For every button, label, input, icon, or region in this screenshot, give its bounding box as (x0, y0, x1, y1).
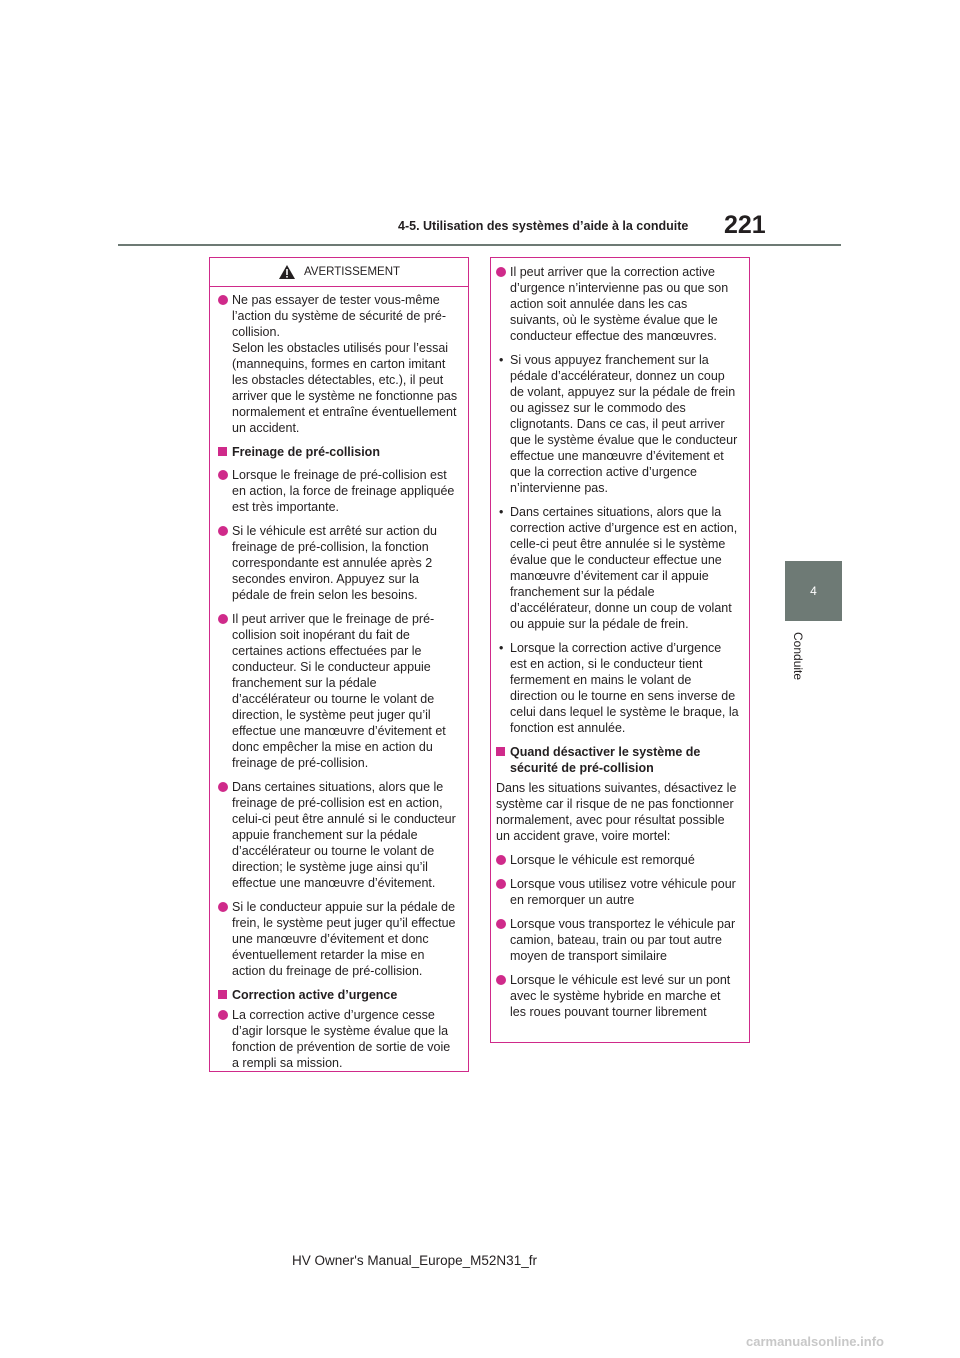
bullet-square-icon (218, 990, 227, 999)
warning-title: AVERTISSEMENT (303, 266, 401, 278)
bullet-dot-icon (496, 855, 506, 865)
bullet-dot-icon (218, 470, 228, 480)
watermark: carmanualsonline.info (746, 1334, 884, 1349)
page-number: 221 (724, 211, 766, 239)
bullet-dot-icon (496, 879, 506, 889)
bullet-dot-icon (496, 919, 506, 929)
dash-item (496, 640, 739, 736)
dash-item (496, 504, 739, 632)
section-freinage-title (218, 444, 458, 460)
bullet-dash-icon: • (499, 505, 504, 519)
section-title-text: Quand désactiver le système de sécurité de pré-collision (510, 745, 701, 775)
section-title-text: Correction active d’urgence (232, 988, 398, 1002)
section-correction-title (218, 987, 458, 1003)
dash-item-text: Si vous appuyez franchement sur la pédale d’accélérateur, donnez un coup de volant, appuyez sur la pédale de frein ou agissez sur le commodo des clignotants. Dans ce cas, il peut arriver que le système évalue que le conducteur effectue une manœuvre d’évitement et que la correction active d’urgence n’intervienne pas. (510, 353, 738, 495)
bullet-dot-icon (218, 902, 228, 912)
bullet-dot-icon (218, 526, 228, 536)
list-item (218, 1007, 458, 1071)
list-item (496, 852, 739, 868)
bullet-dot-icon (496, 267, 506, 277)
bullet-dot-icon (496, 975, 506, 985)
list-item-text: Lorsque vous transportez le véhicule par camion, bateau, train ou par tout autre moyen de transport similaire (510, 917, 736, 963)
chapter-label: Conduite (791, 632, 805, 681)
section-header: 4-5. Utilisation des systèmes d’aide à la conduite (398, 219, 689, 233)
list-item (496, 916, 739, 964)
section-disable-title (496, 744, 739, 776)
list-item-text: Il peut arriver que le freinage de pré-collision soit inopérant du fait de certaines actions effectuées par le conducteur. Si le conducteur appuie franchement sur la pédale d’accélérateur ou tourne le volant de direction, le système peut juger qu’il effectue une manœuvre d’évitement et donc empêcher la mise en action du freinage de pré-collision. (232, 612, 446, 770)
list-item (218, 899, 458, 979)
list-item (218, 467, 458, 515)
list-item (496, 264, 739, 344)
warning-box (209, 257, 469, 1072)
list-item-text: Il peut arriver que la correction active d’urgence n’intervienne pas ou que son action soit annulée dans les cas suivants, où le système évalue que le conducteur effectue des manœuvres. (510, 265, 729, 343)
section-title-text: Freinage de pré-collision (232, 445, 380, 459)
list-item-text: La correction active d’urgence cesse d’agir lorsque le système évalue que la fonction de prévention de sortie de voie a rempli sa mission. (232, 1008, 451, 1070)
bullet-square-icon (496, 747, 505, 756)
warning-item (218, 292, 458, 436)
list-item (496, 876, 739, 908)
warning-triangle-icon (278, 264, 296, 280)
dash-item (496, 352, 739, 496)
bullet-dot-icon (218, 614, 228, 624)
list-item-text: Lorsque le freinage de pré-collision est en action, la force de freinage appliquée est très importante. (232, 468, 455, 514)
section-paragraph: Dans les situations suivantes, désactivez le système car il risque de ne pas fonctionner normalement, avec pour résultat possible un accident grave, voire mortel: (496, 781, 737, 843)
bullet-dot-icon (218, 295, 228, 305)
list-item (218, 523, 458, 603)
warning-header (210, 258, 468, 287)
bullet-dash-icon: • (499, 641, 504, 655)
list-item-text: Dans certaines situations, alors que le freinage de pré-collision est en action, celui-ci peut être annulé si le conducteur appuie franchement sur la pédale d’accélérateur ou tourne le volant de direction; le système juge ainsi qu’il effectue une manœuvre d’évitement. (232, 780, 456, 890)
list-item-text: Lorsque le véhicule est remorqué (510, 853, 695, 867)
list-item-text: Lorsque le véhicule est levé sur un pont avec le système hybride en marche et les roues pouvant tourner librement (510, 973, 731, 1019)
dash-item-text: Lorsque la correction active d’urgence est en action, si le conducteur tient fermement en mains le volant de direction ou le tourne en sens inverse de celui dans lequel le système le braque, la fonction est annulée. (510, 641, 739, 735)
list-item (496, 972, 739, 1020)
bullet-dot-icon (218, 782, 228, 792)
bullet-dash-icon: • (499, 353, 504, 367)
bullet-dot-icon (218, 1010, 228, 1020)
header-rule (118, 244, 841, 246)
list-item-text: Lorsque vous utilisez votre véhicule pour en remorquer un autre (510, 877, 736, 907)
dash-item-text: Dans certaines situations, alors que la correction active d’urgence est en action, celle-ci peut être annulée si le système évalue que le conducteur effectue une manœuvre d’évitement car il appuie franchement sur la pédale d’accélérateur, donne un coup de volant ou appuie sur la pédale de frein. (510, 505, 738, 631)
warning-text: Ne pas essayer de tester vous-même l’action du système de sécurité de pré-collision. Selon les obstacles utilisés pour l’essai (mannequins, formes en carton imitant les obstacles détectables, etc.), il peut arriver que le système ne fonctionne pas normalement et entraîne éventuellement un accident. (232, 293, 458, 435)
list-item (218, 611, 458, 771)
list-item-text: Si le conducteur appuie sur la pédale de frein, le système peut juger qu’il effectue une manœuvre d’évitement et donc éventuellement retarder la mise en action du freinage de pré-collision. (232, 900, 456, 978)
footer-manual-id: HV Owner's Manual_Europe_M52N31_fr (292, 1253, 537, 1268)
list-item-text: Si le véhicule est arrêté sur action du freinage de pré-collision, la fonction correspondante est annulée après 2 secondes environ. Appuyez sur la pédale de frein selon les besoins. (232, 524, 437, 602)
chapter-tab: 4 (785, 561, 842, 621)
list-item (218, 779, 458, 891)
warning-box-continued (490, 257, 750, 1043)
bullet-square-icon (218, 447, 227, 456)
